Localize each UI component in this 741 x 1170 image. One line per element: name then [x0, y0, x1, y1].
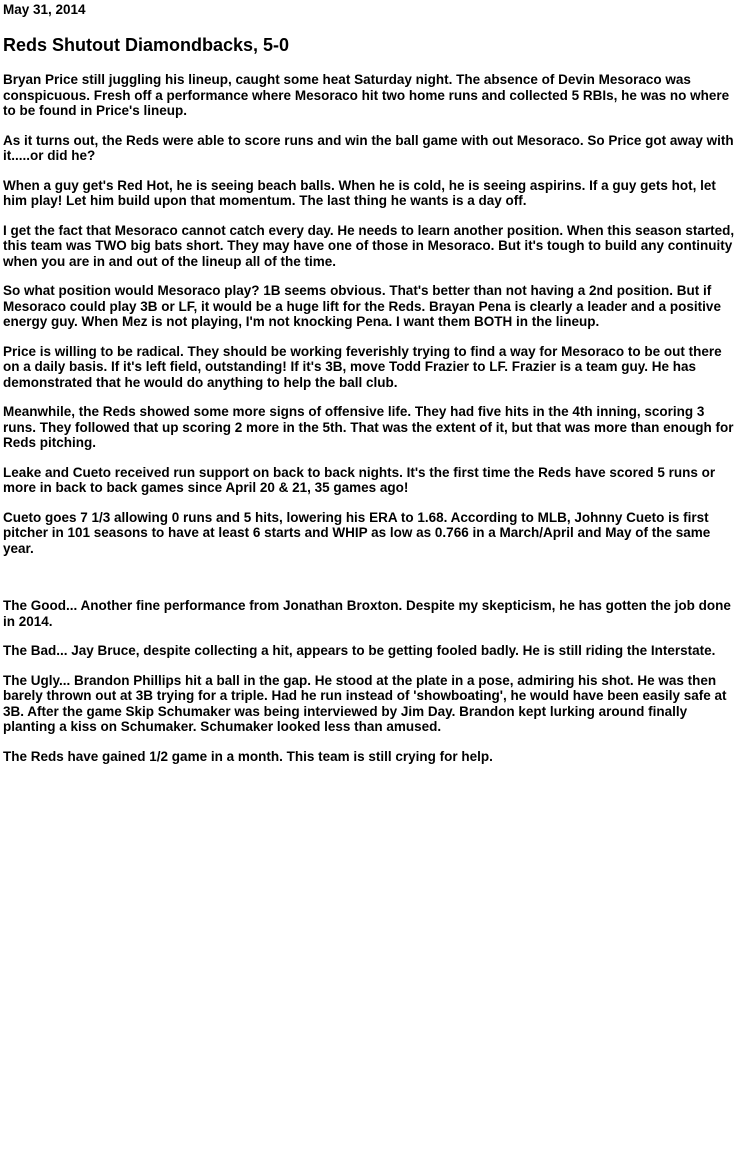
paragraph-runs-without-mesoraco: As it turns out, the Reds were able to score runs and win the ball game with out Mesoraco. So Price got away with it.....or did he?: [3, 132, 734, 163]
paragraph-radical: Price is willing to be radical. They should be working feverishly trying to find a way for Mesoraco to be out there on a daily basis. If it's left field, outstanding! If it's 3B, move Todd Frazier to LF. Frazier is a team guy. He has demonstrated that he would do anything to help the ball club.: [3, 343, 722, 390]
paragraph-lineup: Bryan Price still juggling his lineup, caught some heat Saturday night. The absence of Devin Mesoraco was conspicuous. Fresh off a performance where Mesoraco hit two home runs and collected 5 RBIs, he was no where to be found in Price's lineup.: [3, 72, 730, 118]
post-body: [3, 72, 738, 764]
paragraph-closing: The Reds have gained 1/2 game in a month. This team is still crying for help.: [3, 748, 493, 764]
paragraph-cueto: Cueto goes 7 1/3 allowing 0 runs and 5 hits, lowering his ERA to 1.68. According to MLB, Johnny Cueto is first pitcher in 101 seasons to have at least 6 starts and WHIP as low as 0.766 in a March/April and May of the same year.: [3, 509, 711, 556]
paragraph-offense: Meanwhile, the Reds showed some more signs of offensive life. They had five hits in the 4th inning, scoring 3 runs. They followed that up scoring 2 more in the 5th. That was the extent of it, but that was more than enough for Reds pitching.: [3, 404, 734, 450]
section-spacer: [3, 570, 738, 598]
paragraph-the-bad: The Bad... Jay Bruce, despite collecting a hit, appears to be getting fooled badly. He is still riding the Interstate.: [3, 643, 716, 658]
paragraph-red-hot: When a guy get's Red Hot, he is seeing beach balls. When he is cold, he is seeing aspirins. If a guy gets hot, let him play! Let him build upon that momentum. The last thing he wants is a day off.: [3, 177, 716, 208]
paragraph-run-support: Leake and Cueto received run support on back to back nights. It's the first time the Reds have scored 5 runs or more in back to back games since April 20 & 21, 35 games ago!: [3, 464, 716, 495]
post-date: May 31, 2014: [3, 2, 86, 17]
paragraph-the-good: The Good... Another fine performance from Jonathan Broxton. Despite my skepticism, he has gotten the job done in 2014.: [3, 598, 731, 629]
paragraph-position: So what position would Mesoraco play? 1B seems obvious. That's better than not having a 2nd position. But if Mesoraco could play 3B or LF, it would be a huge lift for the Reds. Brayan Pena is clearly a leader and a positive energy guy. When Mez is not playing, I'm not knocking Pena. I want them BOTH in the lineup.: [3, 283, 721, 329]
post-title: Reds Shutout Diamondbacks, 5-0: [3, 35, 290, 55]
paragraph-the-ugly: The Ugly... Brandon Phillips hit a ball in the gap. He stood at the plate in a pose, admiring his shot. He was then barely thrown out at 3B trying for a triple. Had he run instead of 'showboating', he would have been easily safe at 3B. After the game Skip Schumaker was being interviewed by Jim Day. Brandon kept lurking around finally planting a kiss on Schumaker. Schumaker looked less than amused.: [3, 672, 727, 734]
paragraph-catch-every-day: I get the fact that Mesoraco cannot catch every day. He needs to learn another position. When this season started, this team was TWO big bats short. They may have one of those in Mesoraco. But it's tough to build any continuity when you are in and out of the lineup all of the time.: [3, 222, 735, 269]
